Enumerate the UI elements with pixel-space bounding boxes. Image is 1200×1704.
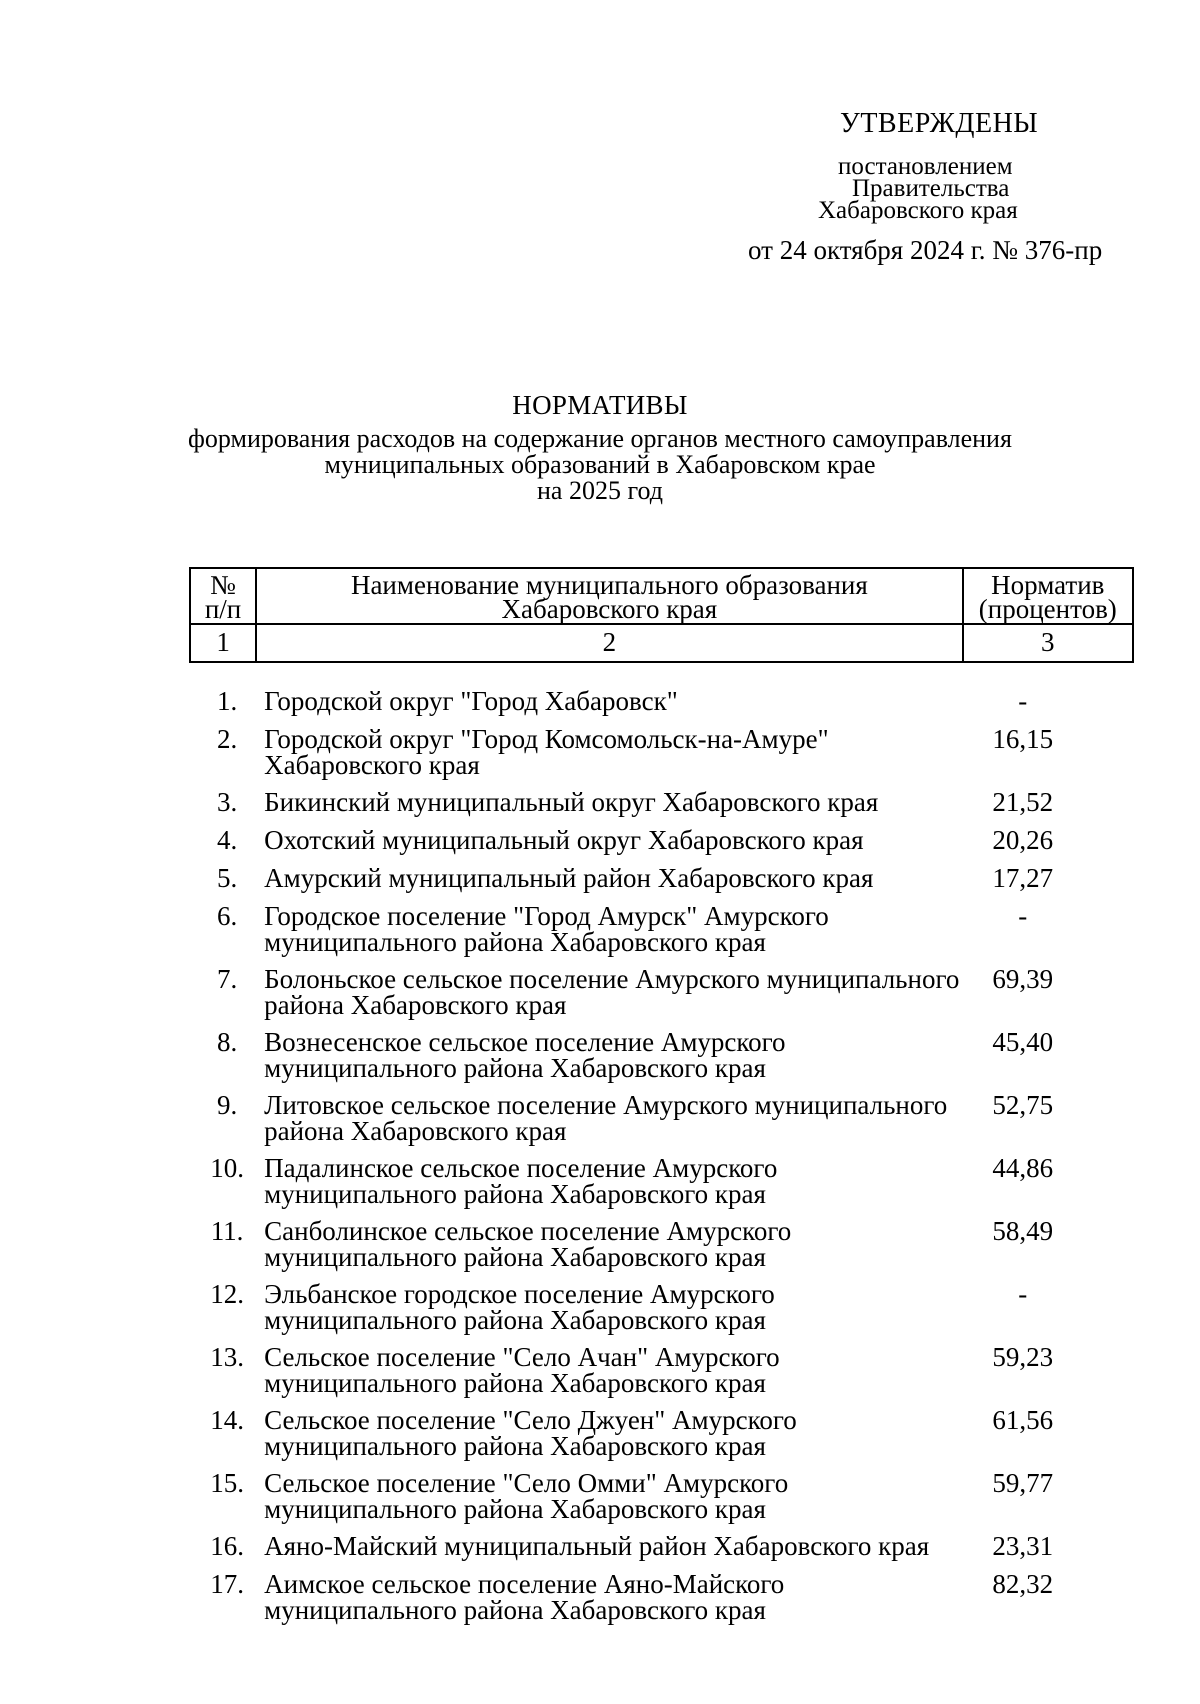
row-number: 8. (216, 1027, 238, 1057)
row-number: 17. (210, 1569, 244, 1599)
table-header-row (190, 568, 1133, 624)
row-number: 6. (216, 901, 238, 931)
row-name: Литовское сельское поселение Амурского муниципального района Хабаровского края (264, 1090, 948, 1146)
table-row (190, 1023, 1133, 1086)
row-number: 16. (210, 1531, 244, 1561)
row-name: Санболинское сельское поселение Амурского муниципального района Хабаровского края (264, 1216, 792, 1272)
row-value: 69,39 (992, 964, 1054, 994)
row-name: Падалинское сельское поселение Амурского муниципального района Хабаровского края (264, 1153, 778, 1209)
table-row (190, 682, 1133, 720)
table-row (190, 1212, 1133, 1275)
document-title: НОРМАТИВЫ (512, 390, 688, 420)
row-number: 5. (216, 863, 238, 893)
row-name: Сельское поселение "Село Омми" Амурского муниципального района Хабаровского края (264, 1468, 789, 1524)
row-number: 4. (216, 825, 238, 855)
column-number-row (190, 624, 1133, 662)
table-row (190, 1338, 1133, 1401)
table-row (190, 783, 1133, 821)
header-name: Наименование муниципального образования Хабаровского края (256, 568, 962, 624)
approval-title: УТВЕРЖДЕНЫ (840, 108, 1039, 139)
approval-date-number: от 24 октября 2024 г. № 376-пр (748, 235, 1103, 265)
row-value: 17,27 (992, 863, 1054, 893)
row-value: 20,26 (992, 825, 1054, 855)
approval-line-1: постановлением (838, 153, 1013, 180)
row-value: - (1018, 1279, 1028, 1309)
row-name: Городское поселение "Город Амурск" Амурского муниципального района Хабаровского края (264, 901, 829, 957)
row-number: 14. (210, 1405, 244, 1435)
row-name: Эльбанское городское поселение Амурского муниципального района Хабаровского края (264, 1279, 775, 1335)
row-name: Бикинский муниципальный округ Хабаровского края (264, 787, 879, 817)
column-number-3: 3 (963, 624, 1133, 662)
row-value: - (1018, 901, 1028, 931)
table-row (190, 1464, 1133, 1527)
row-value: 59,77 (992, 1468, 1054, 1498)
row-value: - (1018, 686, 1028, 716)
table-row (190, 960, 1133, 1023)
row-value: 16,15 (992, 724, 1054, 754)
row-number: 12. (210, 1279, 244, 1309)
row-name: Городской округ "Город Комсомольск-на-Амуре" Хабаровского края (264, 724, 829, 780)
row-value: 58,49 (992, 1216, 1054, 1246)
row-name: Сельское поселение "Село Джуен" Амурского муниципального района Хабаровского края (264, 1405, 797, 1461)
row-number: 3. (216, 787, 238, 817)
row-value: 52,75 (992, 1090, 1054, 1120)
table-row (190, 720, 1133, 783)
row-name: Сельское поселение "Село Ачан" Амурского муниципального района Хабаровского края (264, 1342, 780, 1398)
header-value: Норматив (процентов) (963, 568, 1133, 624)
row-number: 15. (210, 1468, 244, 1498)
document-subtitle (0, 426, 1200, 504)
subtitle-line-1: формирования расходов на содержание органов местного самоуправления (188, 424, 1012, 453)
table-row (190, 1565, 1133, 1628)
row-name: Аяно-Майский муниципальный район Хабаровского края (264, 1531, 930, 1561)
row-name: Городской округ "Город Хабаровск" (264, 686, 678, 716)
row-name: Аимское сельское поселение Аяно-Майского муниципального района Хабаровского края (264, 1569, 785, 1625)
approval-line-3: Хабаровского края (818, 197, 1018, 224)
table-row (190, 1149, 1133, 1212)
row-name: Вознесенское сельское поселение Амурского муниципального района Хабаровского края (264, 1027, 786, 1083)
table-body (190, 662, 1133, 1628)
row-value: 21,52 (992, 787, 1054, 817)
table-row (190, 897, 1133, 960)
table-row (190, 859, 1133, 897)
column-number-1: 1 (190, 624, 256, 662)
approval-line-2: Правительства (852, 175, 1010, 202)
table-row (190, 1086, 1133, 1149)
table-row (190, 1401, 1133, 1464)
subtitle-line-2: муниципальных образований в Хабаровском крае (324, 450, 876, 479)
row-number: 11. (210, 1216, 244, 1246)
row-value: 45,40 (992, 1027, 1054, 1057)
row-value: 44,86 (992, 1153, 1054, 1183)
row-number: 10. (210, 1153, 244, 1183)
row-number: 9. (216, 1090, 238, 1120)
row-value: 61,56 (992, 1405, 1054, 1435)
table-row (190, 1275, 1133, 1338)
row-number: 1. (216, 686, 238, 716)
row-name: Болоньское сельское поселение Амурского муниципального района Хабаровского края (264, 964, 960, 1020)
row-value: 23,31 (992, 1531, 1054, 1561)
table-row (190, 821, 1133, 859)
row-name: Охотский муниципальный округ Хабаровского края (264, 825, 864, 855)
row-number: 13. (210, 1342, 244, 1372)
row-number: 7. (216, 964, 238, 994)
row-name: Амурский муниципальный район Хабаровского края (264, 863, 874, 893)
header-num: № п/п (190, 568, 256, 624)
row-value: 59,23 (992, 1342, 1054, 1372)
norms-table (189, 567, 1134, 1628)
table-row (190, 1527, 1133, 1565)
row-number: 2. (216, 724, 238, 754)
row-value: 82,32 (992, 1569, 1054, 1599)
subtitle-line-3: на 2025 год (537, 476, 663, 505)
column-number-2: 2 (256, 624, 962, 662)
